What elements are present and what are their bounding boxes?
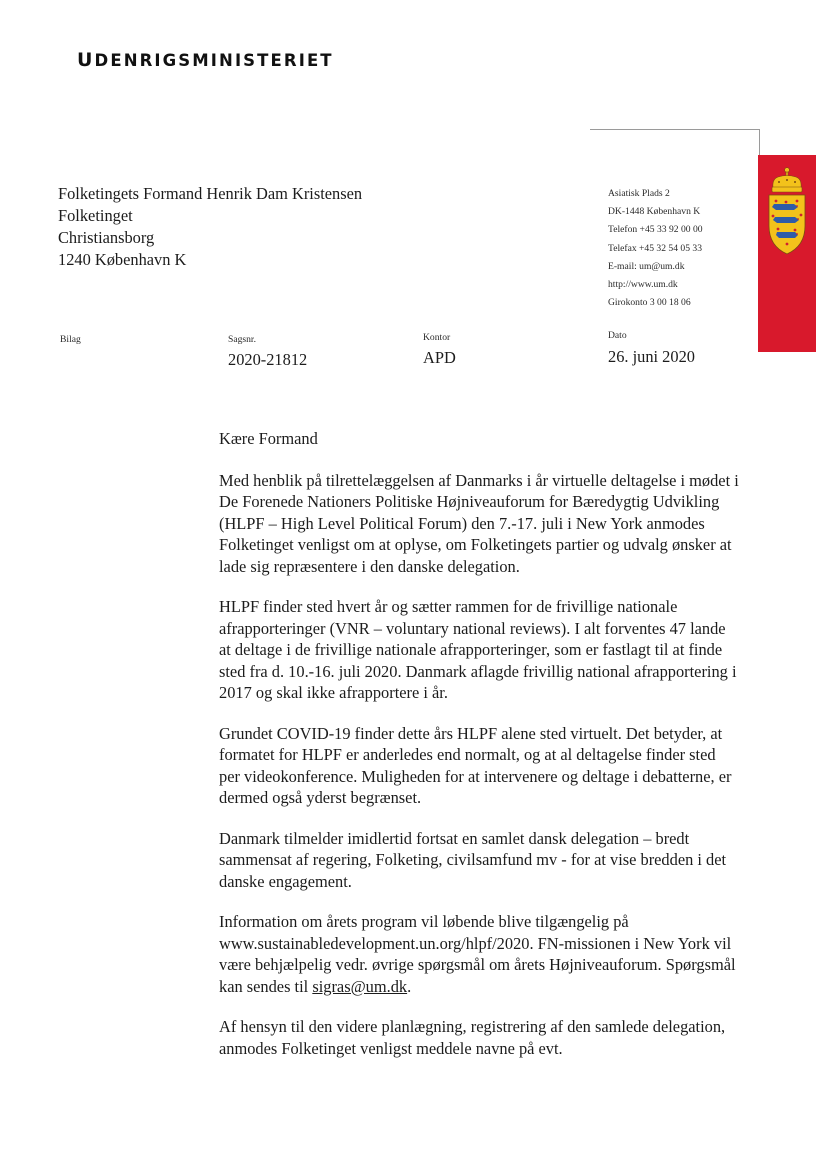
header-rule-vertical	[759, 129, 760, 155]
sender-website: http://www.um.dk	[608, 279, 678, 291]
logo-initial: U	[77, 49, 95, 71]
recipient-line: 1240 København K	[58, 250, 187, 269]
dato-label: Dato	[608, 330, 627, 341]
paragraph-1: Med henblik på tilrettelæggelsen af Danmarks i år virtuelle deltagelse i mødet i De Forenede Nationers Politiske Højniveauforum for Bæredygtig Udvikling (HLPF – High Level Political Forum) den 7.-17. juli i New York anmodes Folketinget venligst om at oplyse, om Folketingets partier og udvalg ønsker at lade sig repræsentere i den danske delegation.	[219, 470, 739, 576]
paragraph-5-text: Information om årets program vil løbende blive tilgængelig på www.sustainabledevelopment.un.org/hlpf/2020. FN-missionen i New York vil være behjælpelig vedr. øvrige spørgsmål om årets Højniveauforum. Spørgsmål kan sendes til	[219, 912, 736, 996]
sender-email: E-mail: um@um.dk	[608, 260, 685, 272]
kontor-label: Kontor	[423, 332, 451, 343]
recipient-line: Folketinget	[58, 206, 133, 225]
sender-giro: Girokonto 3 00 18 06	[608, 297, 691, 309]
sender-address-line: Asiatisk Plads 2	[608, 188, 670, 199]
paragraph-4: Danmark tilmelder imidlertid fortsat en samlet dansk delegation – bredt sammensat af regering, Folketing, civilsamfund mv - for at vise bredden i det danske engagement.	[219, 828, 727, 891]
sender-address-line: DK-1448 København K	[608, 206, 701, 218]
greeting: Kære Formand	[219, 429, 318, 448]
paragraph-6: Af hensyn til den videre planlægning, registrering af den samlede delegation, anmodes Folketinget venligst meddele navne på evt.	[219, 1017, 726, 1058]
header-rule-horizontal	[590, 129, 760, 130]
contact-email-link[interactable]: sigras@um.dk	[312, 976, 408, 996]
recipient-line: Christiansborg	[58, 228, 155, 247]
paragraph-5	[219, 911, 739, 997]
kontor-value: APD	[423, 348, 456, 367]
recipient-line: Folketingets Formand Henrik Dam Kristensen	[58, 184, 363, 203]
sender-fax: Telefax +45 32 54 05 33	[608, 242, 702, 254]
paragraph-5-end: .	[407, 976, 412, 996]
letter-body	[219, 428, 739, 1078]
paragraph-3: Grundet COVID-19 finder dette års HLPF alene sted virtuelt. Det betyder, at formatet for HLPF er anderledes end normalt, og at al deltagelse finder sted per videokonference. Muligheden for at intervenere og deltage i debatterne, er dermed også yderst begrænset.	[219, 723, 732, 807]
recipient-address	[58, 183, 362, 271]
logo-text: DENRIGSMINISTERIET	[94, 51, 334, 70]
sender-contact-block	[608, 185, 703, 312]
dato-value: 26. juni 2020	[608, 347, 695, 366]
sagsnr-value: 2020-21812	[228, 350, 308, 369]
sagsnr-label: Sagsnr.	[228, 334, 256, 345]
bilag-label: Bilag	[60, 334, 81, 345]
royal-coat-of-arms-icon	[764, 166, 810, 256]
sender-phone: Telefon +45 33 92 00 00	[608, 224, 703, 236]
ministry-logo	[77, 49, 334, 71]
paragraph-2: HLPF finder sted hvert år og sætter rammen for de frivillige nationale afrapporteringer (VNR – voluntary national reviews). I alt forventes 47 lande at deltage i de frivillige nationale afrapporteringer, som er fastlagt til at finde sted fra d. 10.-16. juli 2020. Danmark aflagde frivillig national afrapportering i 2017 og skal ikke afrapportere i år.	[219, 597, 737, 702]
